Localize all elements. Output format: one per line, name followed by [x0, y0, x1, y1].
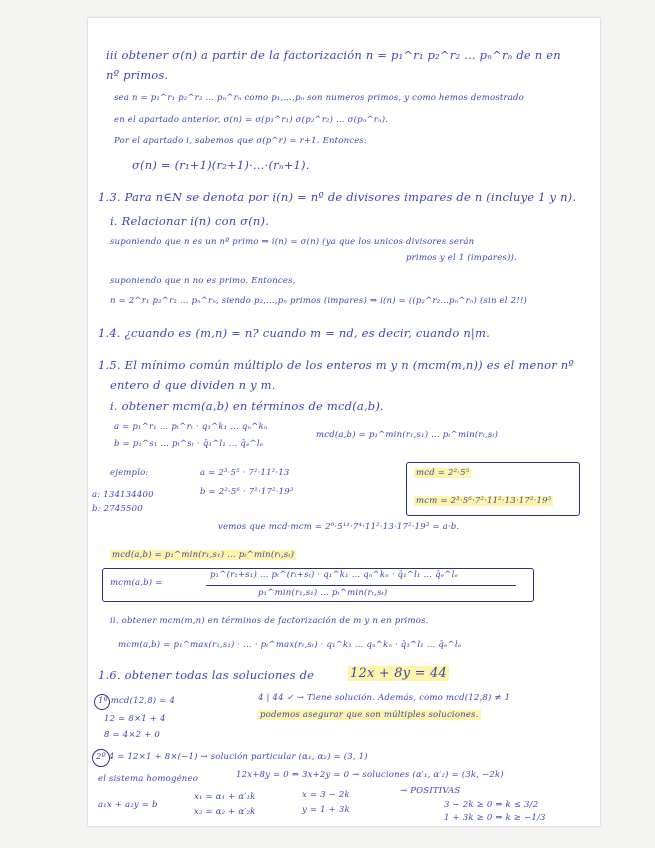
equation-main — [348, 666, 449, 681]
line-sigma-result: σ(n) = (r₁+1)(r₂+1)·…·(rₙ+1). — [132, 158, 310, 172]
line-mcm-max: mcm(a,b) = p₁^max(r₁,s₁) · … · pₜ^max(rₜ,sₜ) · q₁^k₁ … qₙ^kₙ · q̄₁^l₁ … q̄ₑ^lₑ — [118, 640, 462, 650]
line-positivas: → POSITIVAS — [400, 786, 461, 796]
example-result-box — [406, 462, 580, 516]
line-primes: nº primos. — [106, 68, 169, 82]
line-obtener-mcm: i. obtener mcm(a,b) en términos de mcd(a,b). — [110, 399, 384, 413]
line-mcm-denominator: p₁^min(r₁,s₁) … pₜ^min(rₜ,sₜ) — [258, 588, 388, 598]
line-step2-particular: 2º 4 = 12×1 + 8×(−1) → solución particular (α₁, α₂) = (3, 1) — [96, 752, 368, 762]
line-x2-general: x₂ = α₂ + α′₂k — [194, 807, 256, 817]
line-ineq-2: 1 + 3k ≥ 0 ⇒ k ≥ −1/3 — [444, 813, 546, 823]
notebook-page — [88, 18, 600, 826]
section-1-3: 1.3. Para n∈N se denota por i(n) = nº de divisores impares de n (incluye 1 y n). — [98, 190, 577, 204]
line-y-solution: y = 1 + 3k — [302, 805, 350, 815]
line-step1-multiple — [258, 710, 481, 720]
line-ex-b: b = 2²·5⁶ · 7²·17²·19³ — [200, 487, 294, 497]
line-x-solution: x = 3 − 2k — [302, 790, 350, 800]
line-primo-case: suponiendo que n es un nº primo ⇒ i(n) = σ(n) (ya que los unicos divisores serán — [110, 237, 475, 247]
mcd-general-value: mcd(a,b) = p₁^min(r₁,s₁) … pₜ^min(rₜ,sₜ) — [112, 550, 295, 560]
line-ex-b-number: b: 2745500 — [92, 504, 143, 514]
line-homogeneo-eq: 12x+8y = 0 ⇔ 3x+2y = 0 → soluciones (α′₁, α′₂) = (3k, −2k) — [236, 770, 504, 780]
line-factor-b: b = p₁^s₁ … pₜ^sₜ · q̄₁^l₁ … q̄ₑ^lₑ — [114, 439, 264, 449]
line-anterior: en el apartado anterior, σ(n) = σ(p₁^r₁) σ(p₂^r₂) … σ(pₙ^rₙ). — [114, 115, 389, 125]
section-1-4: 1.4. ¿cuando es (m,n) = n? cuando m = nd, es decir, cuando n|m. — [98, 326, 490, 340]
line-primo-note: primos y el 1 (impares)). — [406, 253, 517, 263]
line-relacionar: i. Relacionar i(n) con σ(n). — [110, 214, 270, 228]
line-factor-a: a = p₁^r₁ … pₜ^rₜ · q₁^k₁ … qₙ^kₙ — [114, 422, 268, 432]
equation-main-value: 12x + 8y = 44 — [350, 666, 447, 681]
ex-mcm-value: mcm = 2³·5⁶·7²·11²·13·17²·19³ — [416, 496, 552, 506]
line-factor-impares: n = 2^r₁ p₂^r₂ … pₙ^rₙ, siendo p₂,…,pₙ primos (impares) ⇒ i(n) = ((p₂^r₂…pₙ^rₙ) (sin el 2!!) — [110, 296, 527, 306]
step1-multiple-value: podemos asegurar que son múltiples soluciones. — [260, 710, 479, 720]
line-division-2: 8 = 4×2 + 0 — [104, 730, 161, 740]
line-division-1: 12 = 8×1 + 4 — [104, 714, 166, 724]
line-step1-mcd: 1º mcd(12,8) = 4 — [98, 696, 176, 706]
line-general-eq: a₁x + a₂y = b — [98, 800, 158, 810]
fraction-bar — [206, 585, 516, 586]
line-ii-obtener: ii. obtener mcm(m,n) en términos de factorización de m y n en primos. — [110, 616, 429, 626]
line-vemos: vemos que mcd·mcm = 2⁶·5¹¹·7⁴·11²·13·17²·19³ = a·b. — [218, 522, 460, 532]
line-step1-divides: 4 | 44 ✓ → Tiene solución. Además, como mcd(12,8) ≠ 1 — [258, 693, 511, 703]
line-entero-d: entero d que dividen n y m. — [110, 378, 276, 392]
line-x1-general: x₁ = α₁ + α′₁k — [194, 792, 256, 802]
line-ineq-1: 3 − 2k ≥ 0 ⇒ k ≤ 3/2 — [444, 800, 539, 810]
line-mcd-general — [110, 550, 296, 560]
line-iii-header: iii obtener σ(n) a partir de la factorización n = p₁^r₁ p₂^r₂ … pₙ^rₙ de n en — [106, 48, 561, 62]
line-mcm-label: mcm(a,b) = — [110, 578, 163, 588]
line-apartado-i: Por el apartado i, sabemos que σ(p^r) = r+1. Entonces: — [114, 136, 368, 146]
line-mcd-def: mcd(a,b) = p₁^min(r₁,s₁) … pₜ^min(rₜ,sₜ) — [316, 430, 499, 440]
line-ex-a: a = 2³·5⁵ · 7²·11²·13 — [200, 468, 290, 478]
line-no-primo: suponiendo que n no es primo. Entonces, — [110, 276, 296, 286]
ex-mcd-value: mcd = 2²·5⁵ — [416, 468, 470, 478]
line-ex-a-number: a: 134134400 — [92, 490, 154, 500]
line-homogeneo-label: el sistema homogéneo — [98, 774, 199, 784]
section-1-6: 1.6. obtener todas las soluciones de — [98, 668, 315, 682]
line-ejemplo: ejemplo: — [110, 468, 149, 478]
line-sea-n: sea n = p₁^r₁ p₂^r₂ … pₙ^rₙ como p₁,…,pₙ son numeros primos, y como hemos demostrado — [114, 93, 524, 103]
section-1-5: 1.5. El mínimo común múltiplo de los enteros m y n (mcm(m,n)) es el menor nº — [98, 358, 575, 372]
line-mcm-numerator: p₁^(r₁+s₁) … pₜ^(rₜ+sₜ) · q₁^k₁ … qₙ^kₙ · q̄₁^l₁ … q̄ₑ^lₑ — [210, 570, 459, 580]
